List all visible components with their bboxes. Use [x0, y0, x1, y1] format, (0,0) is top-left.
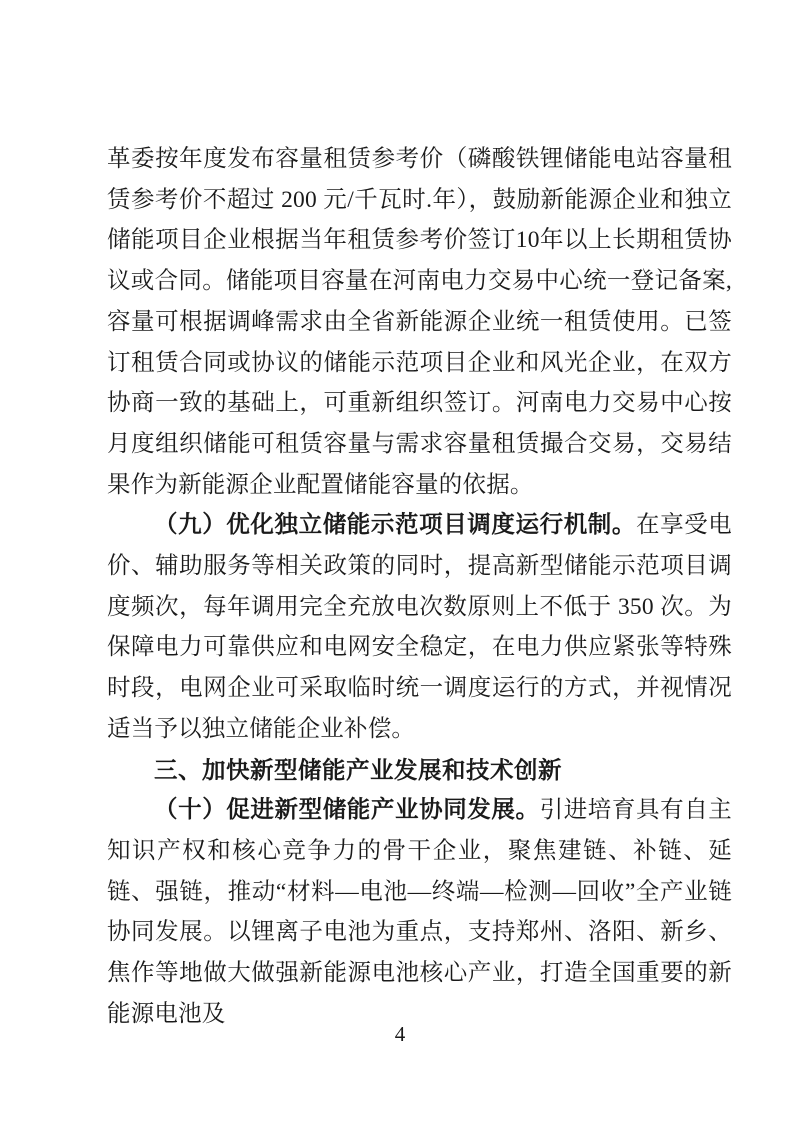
page-number: 4	[394, 1022, 406, 1046]
paragraph-lead: （十）促进新型储能产业协同发展。	[154, 797, 540, 824]
paragraph: （九）优化独立储能示范项目调度运行机制。在享受电价、辅助服务等相关政策的同时，提高新型储能示范项目调度频次，每年调用完全充放电次数原则上不低于 350 次。为保障电力可靠供应和电网安全稳定，在电力供应紧张等特殊时段，电网企业可采取临时统一调度运行的方式，并视情况适当予以独立储能企业补偿。	[107, 512, 732, 742]
paragraph: （十）促进新型储能产业协同发展。引进培育具有自主知识产权和核心竞争力的骨干企业，聚焦建链、补链、延链、强链，推动“材料—电池—终端—检测—回收”全产业链协同发展。以锂离子电池为重点，支持郑州、洛阳、新乡、焦作等地做大做强新能源电池核心产业，打造全国重要的新能源电池及	[107, 797, 732, 1027]
document-body	[107, 139, 732, 1034]
section-heading: 三、加快新型储能产业发展和技术创新	[154, 756, 562, 783]
paragraph-lead: （九）优化独立储能示范项目调度运行机制。	[154, 512, 636, 539]
paragraph: 革委按年度发布容量租赁参考价（磷酸铁锂储能电站容量租赁参考价不超过 200 元/千瓦时.年），鼓励新能源企业和独立储能项目企业根据当年租赁参考价签订10年以上长期租赁协议或合同。储能项目容量在河南电力交易中心统一登记备案,容量可根据调峰需求由全省新能源企业统一租赁使用。已签订租赁合同或协议的储能示范项目企业和风光企业，在双方协商一致的基础上，可重新组织签订。河南电力交易中心按月度组织储能可租赁容量与需求容量租赁撮合交易，交易结果作为新能源企业配置储能容量的依据。	[107, 146, 732, 498]
